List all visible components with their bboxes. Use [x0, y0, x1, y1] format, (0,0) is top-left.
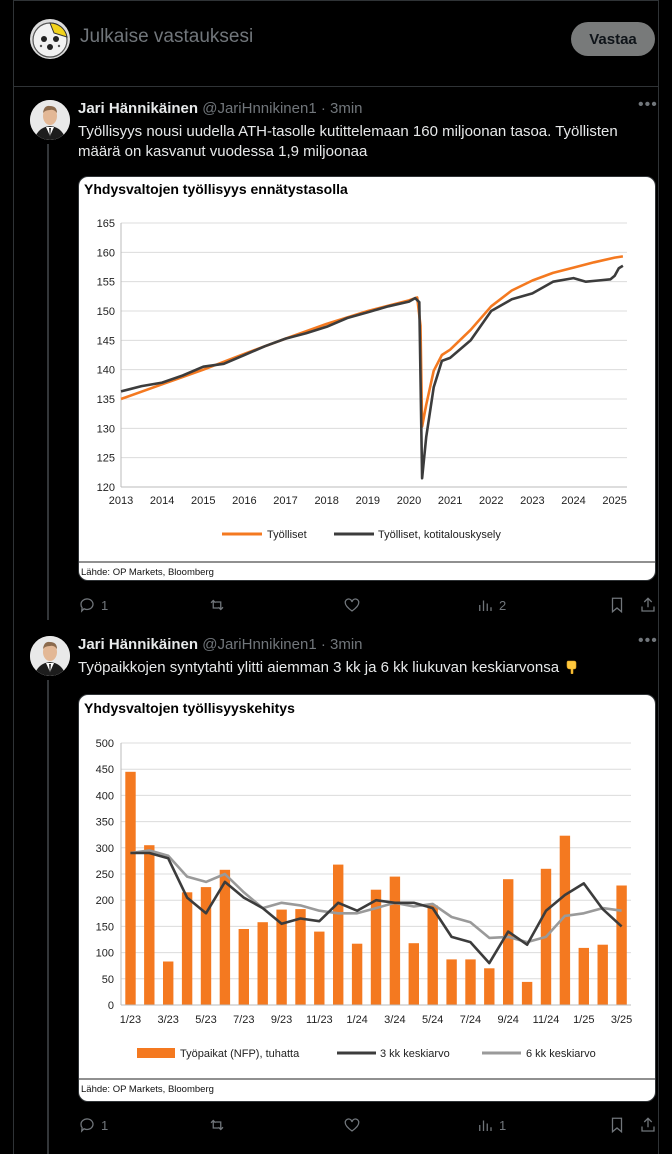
- views-count: 1: [499, 1117, 507, 1133]
- y-tick-label: 200: [95, 895, 114, 908]
- y-tick-label: 155: [96, 276, 115, 289]
- like-action[interactable]: [343, 1116, 361, 1134]
- y-tick-label: 150: [96, 306, 115, 318]
- employment-bar-chart: [79, 695, 655, 1101]
- repost-icon: [208, 596, 226, 614]
- bar: [446, 959, 456, 1005]
- author-handle[interactable]: @JariHnnikinen1: [202, 100, 317, 117]
- x-tick-label: 3/24: [384, 1014, 406, 1026]
- views-count: 2: [499, 597, 507, 613]
- tweet-image[interactable]: [78, 694, 656, 1102]
- heart-icon: [343, 1116, 361, 1134]
- bar: [579, 948, 589, 1005]
- y-tick-label: 135: [96, 394, 115, 406]
- views-icon: [476, 596, 494, 614]
- chart-title: Yhdysvaltojen työllisyys ennätystasolla: [84, 181, 348, 197]
- views-action[interactable]: [476, 596, 506, 614]
- legend-label: Työlliset: [267, 529, 307, 541]
- reply-action[interactable]: [78, 1116, 108, 1134]
- x-tick-label: 3/25: [610, 1014, 633, 1026]
- tweet-actions: [78, 596, 658, 616]
- bar: [465, 959, 475, 1005]
- repost-action[interactable]: [208, 596, 226, 614]
- x-tick-label: 7/24: [459, 1014, 482, 1026]
- author-handle[interactable]: @JariHnnikinen1: [202, 636, 317, 653]
- y-tick-label: 100: [95, 947, 114, 960]
- legend-swatch: [137, 1048, 175, 1058]
- legend-label: Työlliset, kotitalouskysely: [378, 529, 501, 541]
- x-tick-label: 3/23: [157, 1014, 179, 1026]
- bookmark-action[interactable]: [608, 1116, 626, 1134]
- x-tick-label: 2021: [437, 495, 463, 507]
- x-tick-label: 2018: [314, 495, 339, 507]
- tweet-header: [78, 100, 363, 117]
- share-icon: [639, 596, 657, 614]
- my-avatar[interactable]: [30, 19, 70, 59]
- bar: [484, 968, 494, 1005]
- bar: [295, 909, 305, 1005]
- share-action[interactable]: [639, 596, 657, 614]
- bar: [390, 877, 400, 1005]
- views-action[interactable]: [476, 1116, 506, 1134]
- source-note: Lähde: OP Markets, Bloomberg: [81, 567, 214, 578]
- x-tick-label: 5/23: [195, 1014, 217, 1026]
- y-tick-label: 165: [96, 218, 115, 230]
- bookmark-action[interactable]: [608, 596, 626, 614]
- like-action[interactable]: [343, 596, 361, 614]
- x-tick-label: 2014: [149, 495, 175, 507]
- x-tick-label: 2013: [108, 495, 134, 507]
- tweet-image[interactable]: [78, 176, 656, 581]
- repost-icon: [208, 1116, 226, 1134]
- legend-label: 3 kk keskiarvo: [380, 1048, 450, 1060]
- y-tick-label: 50: [101, 973, 114, 986]
- x-tick-label: 1/25: [573, 1014, 595, 1026]
- separator: ·: [320, 636, 326, 653]
- more-icon[interactable]: •••: [638, 96, 658, 113]
- y-tick-label: 450: [95, 764, 114, 777]
- x-tick-label: 2019: [355, 495, 381, 507]
- y-tick-label: 250: [95, 869, 114, 881]
- bar: [239, 929, 249, 1005]
- author-name[interactable]: Jari Hännikäinen: [78, 100, 199, 117]
- y-tick-label: 0: [107, 1000, 114, 1012]
- y-tick-label: 140: [96, 364, 115, 377]
- x-tick-label: 2023: [520, 495, 545, 507]
- reply-button[interactable]: Vastaa: [571, 22, 655, 56]
- source-note: Lähde: OP Markets, Bloomberg: [81, 1084, 214, 1095]
- x-tick-label: 9/24: [497, 1014, 519, 1026]
- timestamp[interactable]: 3min: [330, 636, 363, 653]
- bar: [352, 944, 362, 1005]
- pointing-down-emoji-icon: [563, 658, 579, 674]
- reply-input[interactable]: Julkaise vastauksesi: [80, 26, 254, 47]
- y-tick-label: 160: [96, 247, 115, 260]
- x-tick-label: 5/24: [421, 1014, 444, 1026]
- x-tick-label: 2022: [479, 495, 504, 507]
- tweet-text-content: Työpaikkojen syntytahti ylitti aiemman 3 kk ja 6 kk liukuvan keskiarvonsa: [78, 659, 560, 676]
- employment-line-chart: [79, 177, 655, 580]
- tweet-text: [78, 658, 658, 678]
- timestamp[interactable]: 3min: [330, 100, 363, 117]
- x-tick-label: 2025: [602, 495, 627, 507]
- y-tick-label: 400: [95, 790, 114, 803]
- bar: [616, 886, 626, 1006]
- author-avatar[interactable]: [30, 100, 70, 140]
- bar: [503, 879, 513, 1005]
- bar: [314, 932, 324, 1005]
- tweet-text: Työllisyys nousi uudella ATH-tasolle kutittelemaan 160 miljoonan tasoa. Työllisten määrä on kasvanut vuodessa 1,9 miljoonaa: [78, 123, 618, 160]
- reply-icon: [78, 596, 96, 614]
- bookmark-icon: [608, 1116, 626, 1134]
- bar: [428, 905, 438, 1005]
- bar: [333, 865, 343, 1005]
- repost-action[interactable]: [208, 1116, 226, 1134]
- more-icon[interactable]: •••: [638, 632, 658, 649]
- y-tick-label: 120: [96, 482, 115, 494]
- views-icon: [476, 1116, 494, 1134]
- x-tick-label: 2016: [232, 495, 257, 507]
- x-tick-label: 11/23: [305, 1014, 333, 1026]
- tweet[interactable]: [14, 624, 658, 1154]
- x-tick-label: 7/23: [233, 1014, 255, 1026]
- y-tick-label: 300: [95, 842, 114, 855]
- y-tick-label: 145: [96, 335, 115, 348]
- y-tick-label: 500: [95, 738, 114, 750]
- x-tick-label: 11/24: [532, 1014, 560, 1026]
- y-tick-label: 150: [95, 921, 114, 934]
- x-tick-label: 1/24: [346, 1014, 368, 1026]
- bar: [144, 845, 154, 1005]
- reply-composer: [14, 1, 658, 87]
- x-tick-label: 1/23: [119, 1014, 142, 1026]
- reply-action[interactable]: [78, 596, 108, 614]
- tweet-actions: [78, 1116, 658, 1136]
- bookmark-icon: [608, 596, 626, 614]
- x-tick-label: 2015: [191, 495, 216, 507]
- bar: [182, 892, 192, 1005]
- bar: [163, 962, 173, 1006]
- y-tick-label: 130: [96, 423, 115, 436]
- reply-icon: [78, 1116, 96, 1134]
- bar: [522, 982, 532, 1005]
- chart-title: Yhdysvaltojen työllisyyskehitys: [84, 700, 295, 716]
- tweet-header: [78, 636, 363, 653]
- reply-count: 1: [101, 1117, 109, 1133]
- reply-count: 1: [101, 597, 109, 613]
- x-tick-label: 2020: [396, 495, 422, 507]
- separator: ·: [320, 100, 326, 117]
- share-action[interactable]: [639, 1116, 657, 1134]
- share-icon: [639, 1116, 657, 1134]
- x-tick-label: 2024: [561, 495, 586, 507]
- legend-label: Työpaikat (NFP), tuhatta: [180, 1048, 300, 1060]
- y-tick-label: 125: [96, 452, 115, 465]
- bar: [598, 945, 608, 1005]
- tweet[interactable]: [14, 88, 658, 628]
- author-name[interactable]: Jari Hännikäinen: [78, 636, 199, 653]
- legend-label: 6 kk keskiarvo: [526, 1048, 596, 1060]
- x-tick-label: 9/23: [270, 1014, 293, 1026]
- y-tick-label: 350: [95, 816, 114, 829]
- bar: [258, 922, 268, 1005]
- author-avatar[interactable]: [30, 636, 70, 676]
- bar: [125, 772, 135, 1005]
- heart-icon: [343, 596, 361, 614]
- bar: [409, 943, 419, 1005]
- x-tick-label: 2017: [273, 495, 298, 507]
